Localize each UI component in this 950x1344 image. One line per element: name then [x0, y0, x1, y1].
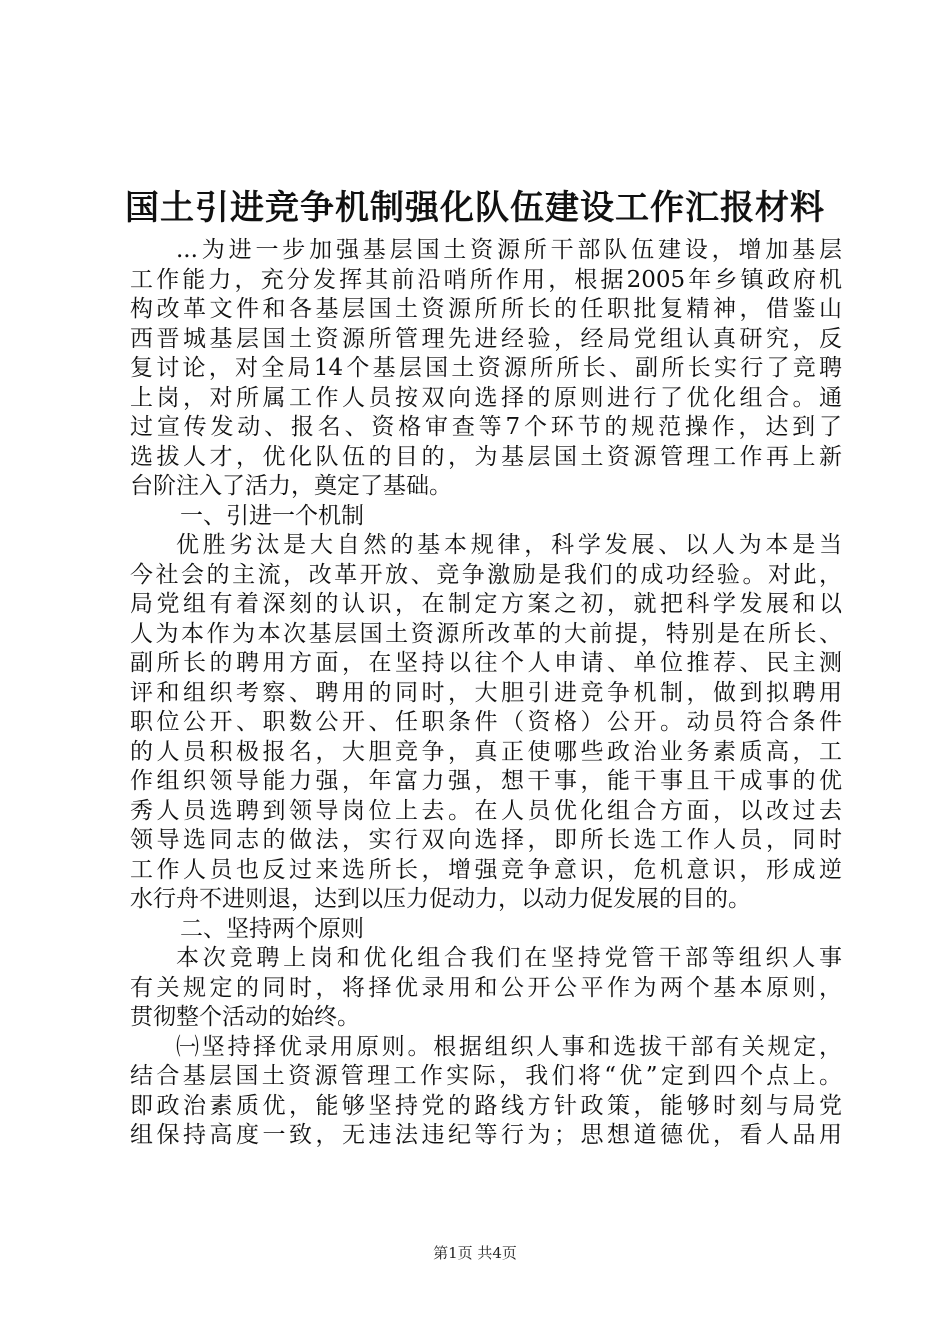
paragraph-line: 作组织领导能力强，年富力强，想干事，能干事且干成事的优 [130, 768, 842, 794]
paragraph-line: 即政治素质优，能够坚持党的路线方针政策，能够时刻与局党 [130, 1092, 842, 1119]
paragraph-line: 优胜劣汰是大自然的基本规律，科学发展、以人为本是当 [176, 532, 842, 558]
paragraph-line: 本次竞聘上岗和优化组合我们在坚持党管干部等组织人事 [176, 945, 842, 971]
paragraph-line: 领导选同志的做法，实行双向选择，即所长选工作人员，同时 [130, 827, 842, 853]
paragraph-line: 秀人员选聘到领导岗位上去。在人员优化组合方面，以改过去 [130, 797, 842, 824]
section-heading: 二、坚持两个原则 [180, 915, 364, 942]
paragraph-line: 的人员积极报名，大胆竞争，真正使哪些政治业务素质高，工 [130, 738, 842, 765]
paragraph-line: 构改革文件和各基层国土资源所所长的任职批复精神，借鉴山 [130, 296, 842, 322]
paragraph-line: 过宣传发动、报名、资格审查等7个环节的规范操作，达到了 [130, 414, 842, 440]
paragraph-line: 有关规定的同时，将择优录用和公开公平作为两个基本原则， [130, 974, 842, 1001]
paragraph-line: 结合基层国土资源管理工作实际，我们将“优”定到四个点上。 [130, 1063, 842, 1089]
section-heading: 一、引进一个机制 [180, 502, 364, 529]
paragraph-line: 副所长的聘用方面，在坚持以往个人申请、单位推荐、民主测 [130, 650, 842, 676]
paragraph-line: 选拔人才，优化队伍的目的，为基层国土资源管理工作再上新 [130, 443, 842, 470]
paragraph-line: 上岗，对所属工作人员按双向选择的原则进行了优化组合。通 [130, 384, 842, 411]
document-title: 国土引进竞争机制强化队伍建设工作汇报材料 [125, 188, 825, 228]
paragraph-line: 贯彻整个活动的始终。 [130, 1004, 360, 1030]
paragraph-line: 人为本作为本次基层国土资源所改革的大前提，特别是在所长、 [130, 620, 842, 647]
paragraph-line: ...为进一步加强基层国土资源所干部队伍建设，增加基层 [176, 237, 842, 263]
paragraph-line: 台阶注入了活力，奠定了基础。 [130, 473, 452, 499]
paragraph-line: 今社会的主流，改革开放、竞争激励是我们的成功经验。对此， [130, 561, 842, 588]
paragraph-line: 水行舟不进则退，达到以压力促动力，以动力促发展的目的。 [130, 886, 751, 912]
paragraph-line: 评和组织考察、聘用的同时，大胆引进竞争机制，做到拟聘用 [130, 679, 842, 706]
paragraph-line: 工作人员也反过来选所长，增强竞争意识，危机意识，形成逆 [130, 856, 842, 883]
paragraph-line: 职位公开、职数公开、任职条件（资格）公开。动员符合条件 [130, 709, 842, 735]
paragraph-line: 复讨论，对全局14个基层国土资源所所长、副所长实行了竞聘 [130, 355, 842, 381]
document-body [130, 236, 842, 1151]
paragraph-line: 局党组有着深刻的认识，在制定方案之初，就把科学发展和以 [130, 591, 842, 617]
paragraph-line: ㈠坚持择优录用原则。根据组织人事和选拔干部有关规定， [176, 1033, 842, 1060]
paragraph-line: 工作能力，充分发挥其前沿哨所作用，根据2005年乡镇政府机 [130, 266, 842, 293]
paragraph-line: 西晋城基层国土资源所管理先进经验，经局党组认真研究，反 [130, 325, 842, 352]
page-footer: 第1页 共4页 [433, 1244, 517, 1262]
paragraph-line: 组保持高度一致，无违法违纪等行为；思想道德优，看人品用 [130, 1122, 842, 1148]
